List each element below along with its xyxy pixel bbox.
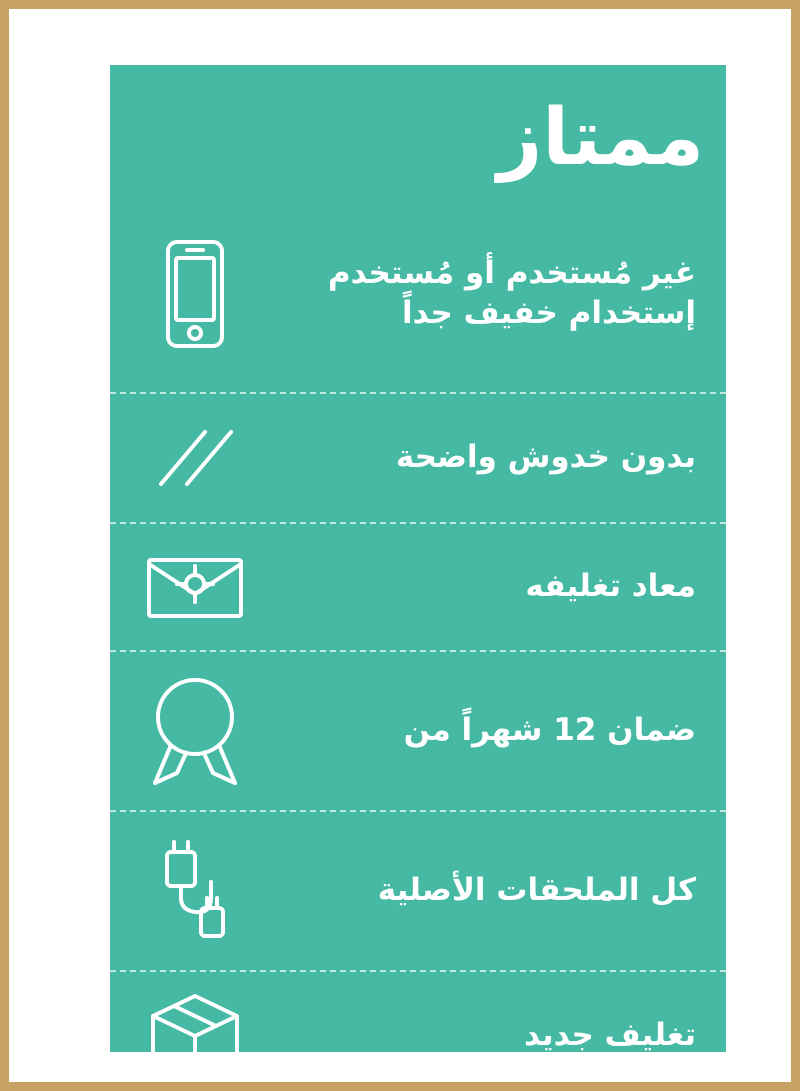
scratches-icon xyxy=(120,418,270,498)
warranty-badge-icon xyxy=(120,673,270,789)
poster-inner-frame xyxy=(18,18,782,1073)
list-item xyxy=(110,970,726,1052)
feature-label: بدون خدوش واضحة xyxy=(395,439,696,476)
new-package-icon xyxy=(120,990,270,1052)
list-item xyxy=(110,196,726,392)
list-item xyxy=(110,650,726,810)
list-item xyxy=(110,522,726,650)
list-item xyxy=(110,810,726,970)
feature-label: ضمان 12 شهراً من xyxy=(403,712,696,749)
page-title: ممتاز xyxy=(497,93,704,183)
smartphone-icon xyxy=(120,238,270,350)
list-item xyxy=(110,392,726,522)
feature-list xyxy=(110,196,726,1052)
feature-label: كل الملحقات الأصلية xyxy=(377,872,696,909)
feature-label: تغليف جديد xyxy=(524,1017,696,1052)
charger-cable-icon xyxy=(120,836,270,946)
feature-label: غير مُستخدم أو مُستخدم إستخدام خفيف جداً xyxy=(327,255,696,331)
feature-label: معاد تغليفه xyxy=(525,568,696,605)
feature-card xyxy=(110,65,726,1052)
repackaged-box-icon xyxy=(120,550,270,624)
